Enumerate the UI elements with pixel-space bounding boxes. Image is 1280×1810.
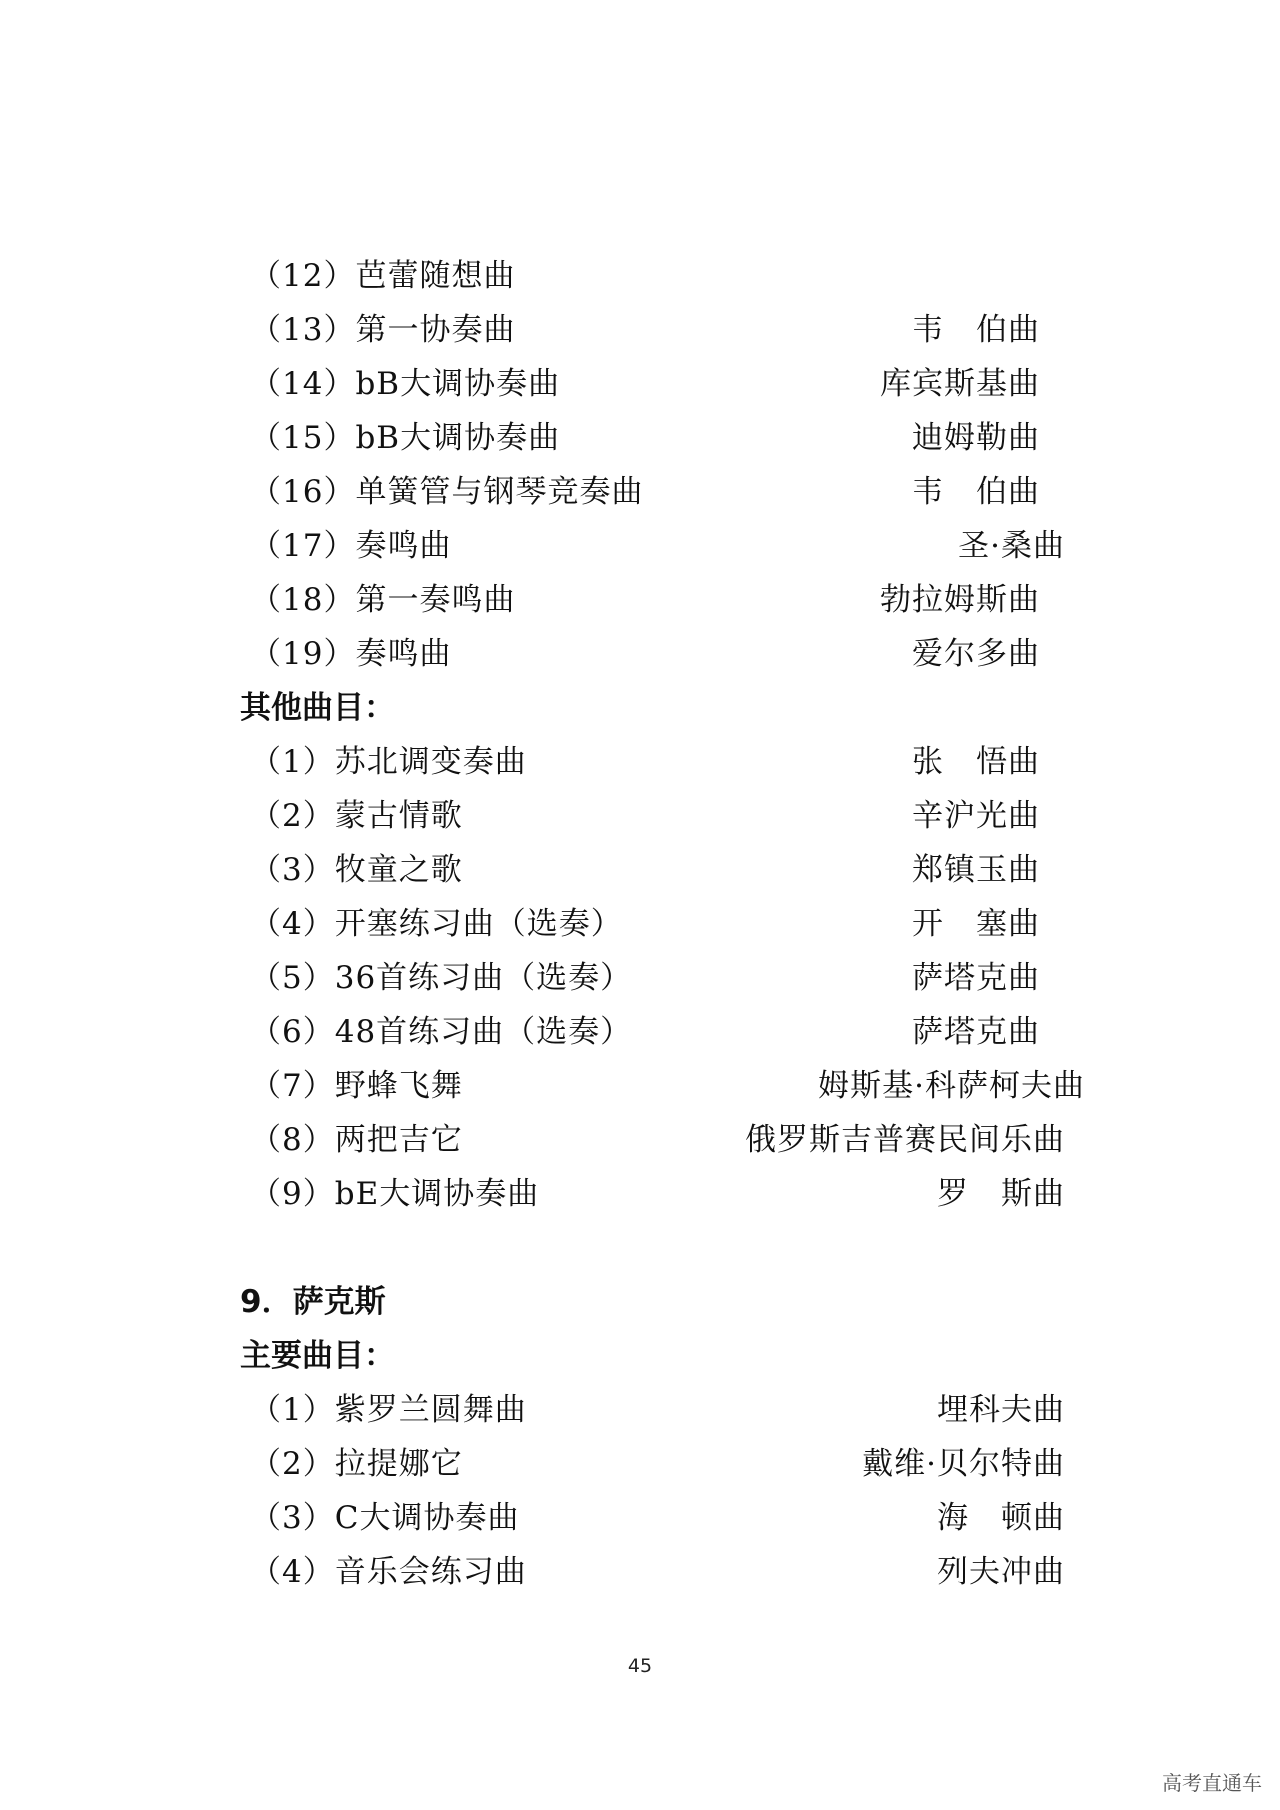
piece-title: （19）奏鸣曲 [250, 636, 452, 672]
list-item [0, 580, 1280, 620]
piece-title: （14）bB大调协奏曲 [250, 366, 561, 402]
composer: 列夫冲曲 [937, 1554, 1065, 1590]
piece-title: （2）拉提娜它 [250, 1446, 463, 1482]
composer: 萨塔克曲 [912, 960, 1040, 996]
composer: 戴维·贝尔特曲 [862, 1446, 1065, 1482]
list-item [0, 958, 1280, 998]
composer: 开 塞曲 [912, 906, 1040, 942]
composer: 姆斯基·科萨柯夫曲 [818, 1068, 1085, 1104]
composer: 爱尔多曲 [912, 636, 1040, 672]
composer: 罗 斯曲 [937, 1176, 1065, 1212]
piece-title: （17）奏鸣曲 [250, 528, 452, 564]
piece-title: （15）bB大调协奏曲 [250, 420, 561, 456]
list-item [0, 1390, 1280, 1430]
list-item [0, 1498, 1280, 1538]
piece-title: （1）苏北调变奏曲 [250, 744, 527, 780]
section-heading-other: 其他曲目： [240, 690, 395, 726]
piece-title: （7）野蜂飞舞 [250, 1068, 463, 1104]
watermark: 高考直通车 [1162, 1771, 1262, 1795]
list-item [0, 472, 1280, 512]
list-item [0, 418, 1280, 458]
list-item [0, 310, 1280, 350]
section-heading-main: 主要曲目： [240, 1338, 395, 1374]
composer: 韦 伯曲 [912, 474, 1040, 510]
piece-title: （18）第一奏鸣曲 [250, 582, 516, 618]
list-item [0, 742, 1280, 782]
list-item [0, 634, 1280, 674]
piece-title: （4）音乐会练习曲 [250, 1554, 527, 1590]
list-item [0, 1174, 1280, 1214]
composer: 萨塔克曲 [912, 1014, 1040, 1050]
section-heading-saxophone: 9．萨克斯 [240, 1284, 386, 1320]
composer: 张 悟曲 [912, 744, 1040, 780]
composer: 埋科夫曲 [937, 1392, 1065, 1428]
piece-title: （4）开塞练习曲（选奏） [250, 906, 623, 942]
composer: 韦 伯曲 [912, 312, 1040, 348]
piece-title: （5）36首练习曲（选奏） [250, 960, 633, 996]
page-number: 45 [627, 1655, 653, 1677]
piece-title: （3）C大调协奏曲 [250, 1500, 520, 1536]
composer: 海 顿曲 [937, 1500, 1065, 1536]
piece-title: （8）两把吉它 [250, 1122, 463, 1158]
list-item [0, 256, 1280, 296]
list-item [0, 1552, 1280, 1592]
list-item [0, 850, 1280, 890]
piece-title: （12）芭蕾随想曲 [250, 258, 516, 294]
composer: 圣·桑曲 [958, 528, 1065, 564]
piece-title: （6）48首练习曲（选奏） [250, 1014, 633, 1050]
list-item [0, 364, 1280, 404]
composer: 辛沪光曲 [912, 798, 1040, 834]
piece-title: （1）紫罗兰圆舞曲 [250, 1392, 527, 1428]
list-item [0, 1444, 1280, 1484]
piece-title: （16）单簧管与钢琴竞奏曲 [250, 474, 644, 510]
composer: 俄罗斯吉普赛民间乐曲 [745, 1122, 1065, 1158]
composer: 迪姆勒曲 [912, 420, 1040, 456]
list-item [0, 904, 1280, 944]
composer: 郑镇玉曲 [912, 852, 1040, 888]
piece-title: （13）第一协奏曲 [250, 312, 516, 348]
list-item [0, 796, 1280, 836]
list-item [0, 1066, 1280, 1106]
composer: 库宾斯基曲 [880, 366, 1040, 402]
piece-title: （3）牧童之歌 [250, 852, 463, 888]
composer: 勃拉姆斯曲 [880, 582, 1040, 618]
list-item [0, 1120, 1280, 1160]
list-item [0, 1012, 1280, 1052]
piece-title: （2）蒙古情歌 [250, 798, 463, 834]
list-item [0, 526, 1280, 566]
piece-title: （9）bE大调协奏曲 [250, 1176, 540, 1212]
